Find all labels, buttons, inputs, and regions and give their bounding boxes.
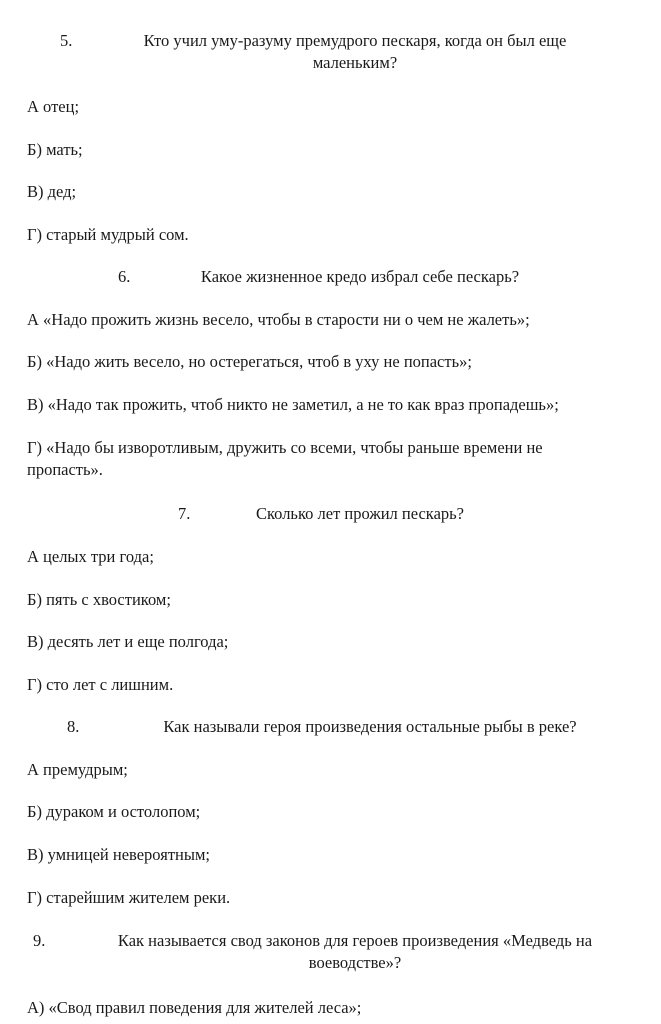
question-number: 8. bbox=[67, 717, 80, 736]
question-text: Кто учил уму-разуму премудрого пескаря, когда он был еще маленьким? bbox=[143, 31, 567, 72]
answer-option: Г) «Надо бы изворотливым, дружить со всеми, чтобы раньше времени не пропасть». bbox=[27, 438, 543, 479]
answer-option: В) «Надо так прожить, чтоб никто не заметил, а не то как враз пропадешь»; bbox=[27, 395, 559, 414]
answer-option: Б) мать; bbox=[27, 140, 83, 159]
answer-option: Г) старейшим жителем реки. bbox=[27, 888, 231, 907]
answer-option: В) дед; bbox=[27, 182, 77, 201]
question-text: Как называется свод законов для героев произведения «Медведь на воеводстве»? bbox=[117, 931, 593, 972]
question-number: 5. bbox=[60, 31, 73, 50]
answer-option: В) десять лет и еще полгода; bbox=[27, 632, 229, 651]
answer-option: Б) «Надо жить весело, но остерегаться, чтоб в уху не попасть»; bbox=[27, 352, 472, 371]
question-text: Какое жизненное кредо избрал себе пескарь? bbox=[200, 267, 520, 286]
answer-option: Б) пять с хвостиком; bbox=[27, 590, 171, 609]
question-number: 7. bbox=[178, 504, 191, 523]
answer-option: Г) старый мудрый сом. bbox=[27, 225, 189, 244]
question-number: 6. bbox=[118, 267, 131, 286]
answer-option: Б) дураком и остолопом; bbox=[27, 802, 201, 821]
answer-option: В) умницей невероятным; bbox=[27, 845, 210, 864]
answer-option: А целых три года; bbox=[27, 547, 154, 566]
question-number: 9. bbox=[33, 931, 46, 950]
answer-option: А отец; bbox=[27, 97, 80, 116]
answer-option: А) «Свод правил поведения для жителей леса»; bbox=[27, 998, 362, 1017]
question-text: Как называли героя произведения остальные рыбы в реке? bbox=[163, 717, 577, 736]
answer-option: А премудрым; bbox=[27, 760, 128, 779]
answer-option: А «Надо прожить жизнь весело, чтобы в старости ни о чем не жалеть»; bbox=[27, 310, 530, 329]
answer-option: Г) сто лет с лишним. bbox=[27, 675, 174, 694]
question-text: Сколько лет прожил пескарь? bbox=[255, 504, 464, 523]
